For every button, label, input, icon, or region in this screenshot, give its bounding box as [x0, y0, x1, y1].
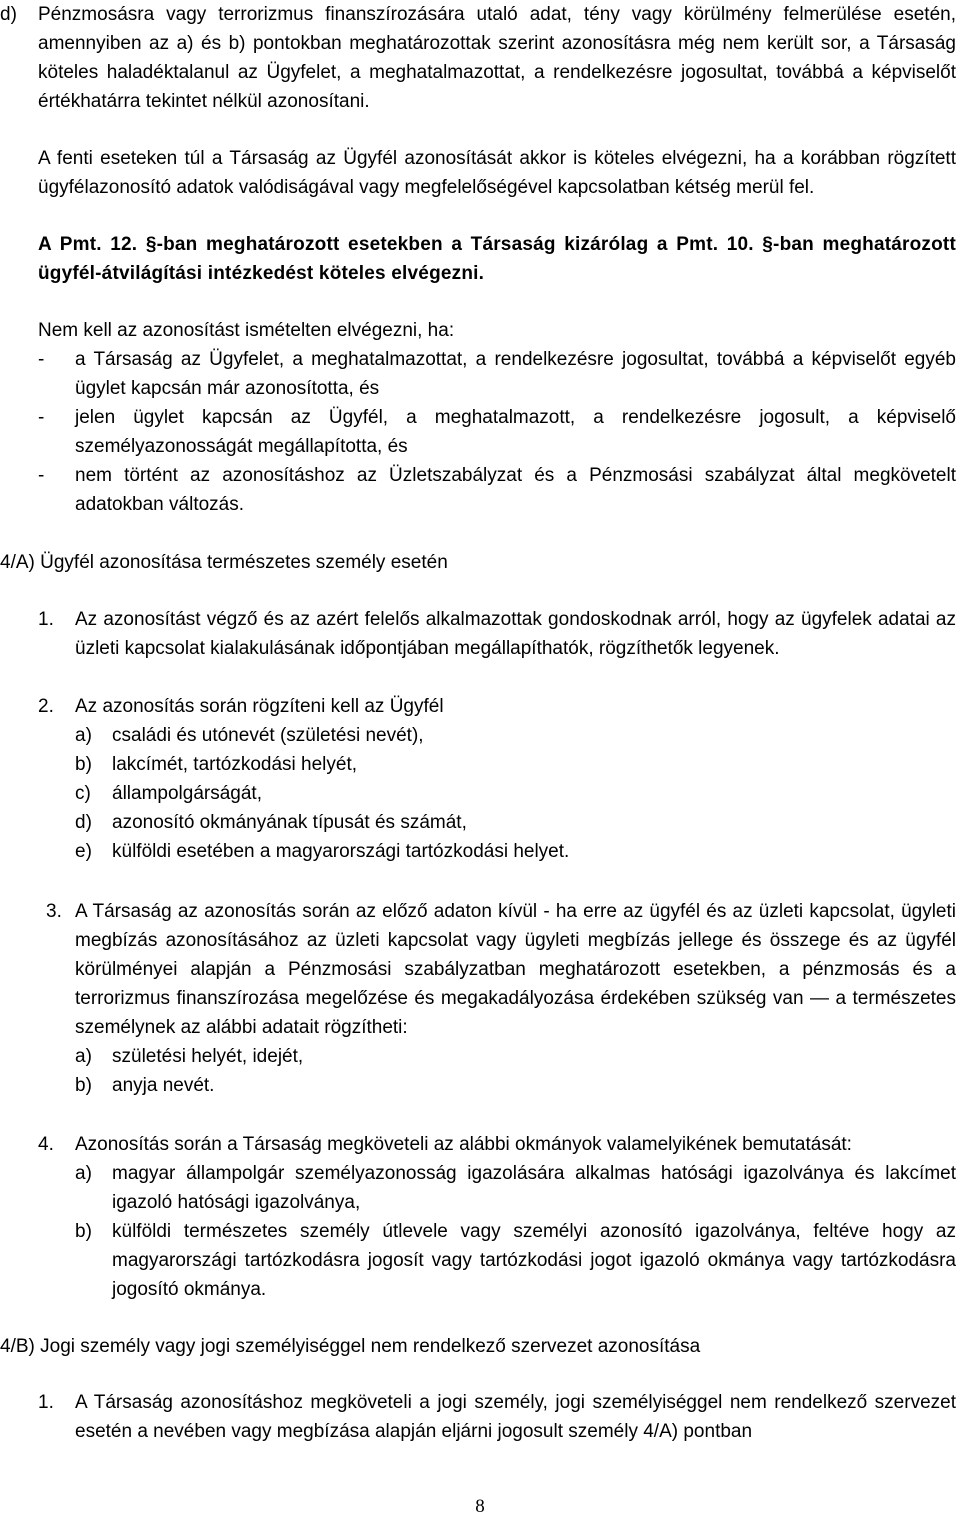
page-number: 8 — [475, 1496, 485, 1517]
sub-marker: b) — [75, 1221, 92, 1242]
sub-text: születési helyét, idejét, — [112, 1046, 304, 1067]
section-a-item-4 — [38, 1130, 956, 1304]
section-a-item-2 — [38, 692, 956, 866]
item-text: A Társaság azonosításhoz megköveteli a jogi személy, jogi személyiséggel nem rendelkező szervezet esetén a nevében vagy megbízása alapján eljárni jogosult személy 4/A) pontban — [75, 1392, 956, 1442]
dash-marker: - — [38, 407, 45, 428]
item-number: 1. — [38, 609, 54, 630]
section-a-item-3 — [38, 897, 956, 1100]
sub-marker: a) — [75, 1046, 92, 1067]
list-item-text: nem történt az azonosításhoz az Üzletszabályzat és a Pénzmosási szabályzat által megkövetelt adatokban változás. — [75, 465, 956, 515]
item-text: Azonosítás során a Társaság megköveteli az alábbi okmányok valamelyikének bemutatását: — [75, 1134, 852, 1155]
sub-text: magyar állampolgár személyazonosság igazolására alkalmas hatósági igazolványa és lakcímet igazoló hatósági igazolványa, — [112, 1163, 956, 1213]
dash-marker: - — [38, 465, 45, 486]
item-number: 3. — [46, 901, 62, 922]
sub-list-item — [75, 1042, 956, 1071]
item-text: A Társaság az azonosítás során az előző adaton kívül - ha erre az ügyfél és az üzleti kapcsolat, ügyleti megbízás azonosításához az üzleti kapcsolat vagy ügyleti megbízás jellege és összege és az ügyfél körülményei alapján a Pénzmosási szabályzatban meghatározott esetekben, a pénzmosás és a terrorizmus finanszírozása megelőzése és megakadályozása érdekében szükség van — a természetes személynek az alábbi adatait rögzítheti: — [75, 901, 956, 1038]
item-number: 1. — [38, 1392, 54, 1413]
sub-list-item — [75, 808, 956, 837]
list-item-text: jelen ügylet kapcsán az Ügyfél, a meghatalmazott, a rendelkezésre jogosult, a képviselő személyazonosságát megállapította, és — [75, 407, 956, 457]
section-a-heading: 4/A) Ügyfél azonosítása természetes személy esetén — [0, 552, 448, 573]
sub-marker: e) — [75, 841, 92, 862]
sub-list-item — [75, 1159, 956, 1217]
sub-list-item — [75, 1217, 956, 1304]
list-item-text: a Társaság az Ügyfelet, a meghatalmazottat, a rendelkezésre jogosultat, továbbá a képviselőt egyéb ügylet kapcsán már azonosította, és — [75, 349, 956, 399]
sub-marker: a) — [75, 725, 92, 746]
sub-text: azonosító okmányának típusát és számát, — [112, 812, 467, 833]
section-b-heading: 4/B) Jogi személy vagy jogi személyiséggel nem rendelkező szervezet azonosítása — [0, 1336, 701, 1357]
sub-text: állampolgárságát, — [112, 783, 262, 804]
sub-list-item — [75, 779, 956, 808]
dash-marker: - — [38, 349, 45, 370]
sub-text: családi és utónevét (születési nevét), — [112, 725, 424, 746]
sub-marker: b) — [75, 1075, 92, 1096]
paragraph-pmt: A Pmt. 12. §-ban meghatározott esetekben a Társaság kizárólag a Pmt. 10. §-ban meghatározott ügyfél-átvilágítási intézkedést köteles elvégezni. — [38, 234, 956, 284]
list-item — [38, 461, 956, 519]
sub-text: külföldi esetében a magyarországi tartózkodási helyet. — [112, 841, 570, 862]
section-a-item-1 — [38, 605, 956, 663]
item-number: 2. — [38, 696, 54, 717]
list-item — [38, 345, 956, 403]
section-b-item-1 — [38, 1388, 956, 1446]
sub-marker: b) — [75, 754, 92, 775]
no-repeat-intro: Nem kell az azonosítást ismételten elvégezni, ha: — [38, 320, 455, 341]
sub-list-item — [75, 1071, 956, 1100]
item-text: Az azonosítást végző és az azért felelős alkalmazottak gondoskodnak arról, hogy az ügyfelek adatai az üzleti kapcsolat kialakulásának időpontjában megállapíthatók, rögzíthetők legyenek. — [75, 609, 956, 659]
list-item — [38, 403, 956, 461]
sub-text: külföldi természetes személy útlevele vagy személyi azonosító igazolványa, feltéve hogy az magyarországi tartózkodásra jogosít vagy tartózkodási jogot igazoló okmánya vagy tartózkodásra jogosító okmánya. — [112, 1221, 956, 1300]
sub-text: lakcímét, tartózkodási helyét, — [112, 754, 357, 775]
sub-marker: c) — [75, 783, 91, 804]
item-text: Az azonosítás során rögzíteni kell az Ügyfél — [75, 696, 444, 717]
item-d-label: d) — [0, 4, 17, 25]
item-number: 4. — [38, 1134, 54, 1155]
sub-list-item — [75, 721, 956, 750]
sub-marker: d) — [75, 812, 92, 833]
item-d — [0, 0, 956, 116]
sub-marker: a) — [75, 1163, 92, 1184]
item-d-text: Pénzmosásra vagy terrorizmus finanszírozására utaló adat, tény vagy körülmény felmerülése esetén, amennyiben az a) és b) pontokban meghatározottak szerint azonosításra még nem került sor, a Társaság köteles haladéktalanul az Ügyfelet, a meghatalmazottat, a rendelkezésre jogosultat, továbbá a képviselőt értékhatárra tekintet nélkül azonosítani. — [38, 4, 956, 112]
paragraph-doubt: A fenti eseteken túl a Társaság az Ügyfél azonosítását akkor is köteles elvégezni, ha a korábban rögzített ügyfélazonosító adatok valódiságával vagy megfelelőségével kapcsolatban kétség merül fel. — [38, 148, 956, 198]
sub-list-item — [75, 837, 956, 866]
no-repeat-section — [38, 316, 956, 519]
sub-list-item — [75, 750, 956, 779]
sub-text: anyja nevét. — [112, 1075, 215, 1096]
